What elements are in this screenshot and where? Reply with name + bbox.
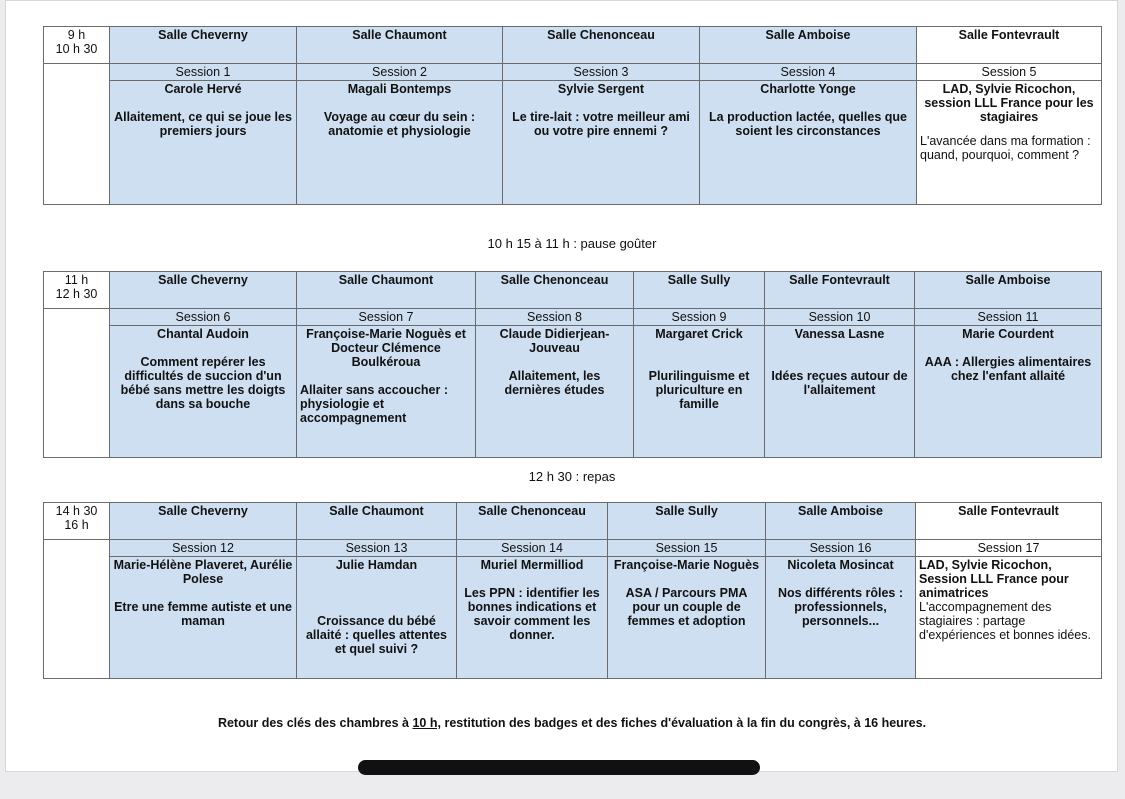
session-label: Session 14 <box>457 540 608 557</box>
topic: ASA / Parcours PMA pour un couple de femmes et adoption <box>625 586 748 628</box>
time-empty <box>44 64 110 205</box>
room-header: Salle Cheverny <box>110 27 297 64</box>
room-header: Salle Cheverny <box>110 503 297 540</box>
session-cell <box>110 326 297 458</box>
speaker: LAD, Sylvie Ricochon, Session LLL France pour animatrices <box>919 558 1069 600</box>
speaker: Françoise-Marie Noguès <box>613 558 760 572</box>
session-label: Session 3 <box>503 64 700 81</box>
time-start: 14 h 30 <box>55 504 98 518</box>
speaker: Carole Hervé <box>164 82 242 96</box>
speaker: Françoise-Marie Noguès et Docteur Clémence Boulkéroua <box>306 327 466 369</box>
session-label: Session 1 <box>110 64 297 81</box>
time-end: 12 h 30 <box>55 287 98 301</box>
session-label: Session 15 <box>608 540 766 557</box>
speaker: Magali Bontemps <box>347 82 452 96</box>
speaker: Nicoleta Mosincat <box>787 558 894 572</box>
speaker: Julie Hamdan <box>335 558 418 572</box>
time-empty <box>44 309 110 458</box>
topic: Allaitement, ce qui se joue les premiers jours <box>114 110 292 138</box>
topic: Allaiter sans accoucher : physiologie et accompagnement <box>300 383 448 425</box>
speaker: Margaret Crick <box>655 327 743 341</box>
session-label: Session 8 <box>476 309 634 326</box>
room-header: Salle Fontevrault <box>917 27 1102 64</box>
time-end: 10 h 30 <box>55 42 98 56</box>
break-label: 12 h 30 : repas <box>528 469 616 484</box>
time-slot <box>44 503 110 540</box>
session-label: Session 11 <box>915 309 1102 326</box>
session-label: Session 10 <box>765 309 915 326</box>
topic: Plurilinguisme et pluriculture en famille <box>648 369 750 411</box>
topic: Les PPN : identifier les bonnes indications et savoir comment les donner. <box>464 586 600 642</box>
session-cell <box>503 81 700 205</box>
topic: Allaitement, les dernières études <box>504 369 605 397</box>
topic: Le tire-lait : votre meilleur ami ou votre pire ennemi ? <box>512 110 690 138</box>
session-cell <box>457 557 608 679</box>
speaker: LAD, Sylvie Ricochon, session LLL France pour les stagiaires <box>924 82 1094 124</box>
time-start: 11 h <box>64 273 89 287</box>
session-cell <box>916 557 1102 679</box>
room-header: Salle Sully <box>608 503 766 540</box>
speaker: Claude Didierjean-Jouveau <box>499 327 610 355</box>
session-cell <box>700 81 917 205</box>
topic: AAA : Allergies alimentaires chez l'enfant allaité <box>924 355 1092 383</box>
session-cell <box>608 557 766 679</box>
speaker: Vanessa Lasne <box>794 327 885 341</box>
footer-text: restitution des badges et des fiches d'évaluation à la fin du congrès, à 16 heures. <box>440 716 927 730</box>
time-end: 16 h <box>64 518 89 532</box>
session-cell <box>297 557 457 679</box>
speaker: Chantal Audoin <box>157 327 249 341</box>
session-label: Session 4 <box>700 64 917 81</box>
session-label: Session 7 <box>297 309 476 326</box>
topic: L'avancée dans ma formation : quand, pourquoi, comment ? <box>920 134 1091 162</box>
session-cell <box>765 326 915 458</box>
break-label: 10 h 15 à 11 h : pause goûter <box>487 236 657 251</box>
session-cell <box>297 326 476 458</box>
footer-underlined-time: 10 h, <box>412 716 441 730</box>
topic: L'accompagnement des stagiaires : partage d'expériences et bonnes idées. <box>919 600 1091 642</box>
schedule-table-afternoon <box>43 502 1102 679</box>
home-indicator[interactable] <box>358 760 760 775</box>
room-header: Salle Chaumont <box>297 272 476 309</box>
topic: Comment repérer les difficultés de succion d'un bébé sans mettre les doigts dans sa bouche <box>120 355 286 411</box>
session-label: Session 5 <box>917 64 1102 81</box>
room-header: Salle Amboise <box>700 27 917 64</box>
footer-text: Retour des clés des chambres à <box>217 716 413 730</box>
speaker: Marie-Hélène Plaveret, Aurélie Polese <box>113 558 293 586</box>
room-header: Salle Chenonceau <box>503 27 700 64</box>
session-cell <box>110 557 297 679</box>
schedule-table-late-morning <box>43 271 1102 458</box>
room-header: Salle Fontevrault <box>765 272 915 309</box>
session-cell <box>766 557 916 679</box>
speaker: Charlotte Yonge <box>760 82 856 96</box>
topic: Croissance du bébé allaité : quelles attentes et quel suivi ? <box>305 614 448 656</box>
session-label: Session 9 <box>634 309 765 326</box>
time-slot <box>44 27 110 64</box>
session-cell <box>917 81 1102 205</box>
session-label: Session 12 <box>110 540 297 557</box>
room-header: Salle Chaumont <box>297 27 503 64</box>
session-label: Session 2 <box>297 64 503 81</box>
room-header: Salle Amboise <box>766 503 916 540</box>
speaker: Muriel Mermilliod <box>480 558 584 572</box>
session-cell <box>110 81 297 205</box>
time-slot <box>44 272 110 309</box>
room-header: Salle Chaumont <box>297 503 457 540</box>
topic: La production lactée, quelles que soient les circonstances <box>709 110 907 138</box>
session-label: Session 17 <box>916 540 1102 557</box>
document-page <box>5 0 1118 772</box>
schedule-table-morning <box>43 26 1102 205</box>
topic: Voyage au cœur du sein : anatomie et physiologie <box>323 110 476 138</box>
room-header: Salle Chenonceau <box>457 503 608 540</box>
session-label: Session 16 <box>766 540 916 557</box>
room-header: Salle Cheverny <box>110 272 297 309</box>
session-cell <box>915 326 1102 458</box>
time-start: 9 h <box>67 28 86 42</box>
speaker: Sylvie Sergent <box>557 82 645 96</box>
session-cell <box>634 326 765 458</box>
topic: Nos différents rôles : professionnels, personnels... <box>777 586 904 628</box>
session-cell <box>297 81 503 205</box>
room-header: Salle Sully <box>634 272 765 309</box>
session-label: Session 13 <box>297 540 457 557</box>
topic: Etre une femme autiste et une maman <box>114 600 292 628</box>
topic: Idées reçues autour de l'allaitement <box>771 369 908 397</box>
time-empty <box>44 540 110 679</box>
session-label: Session 6 <box>110 309 297 326</box>
room-header: Salle Chenonceau <box>476 272 634 309</box>
session-cell <box>476 326 634 458</box>
room-header: Salle Amboise <box>915 272 1102 309</box>
footer-note <box>43 716 1101 730</box>
room-header: Salle Fontevrault <box>916 503 1102 540</box>
speaker: Marie Courdent <box>962 327 1054 341</box>
